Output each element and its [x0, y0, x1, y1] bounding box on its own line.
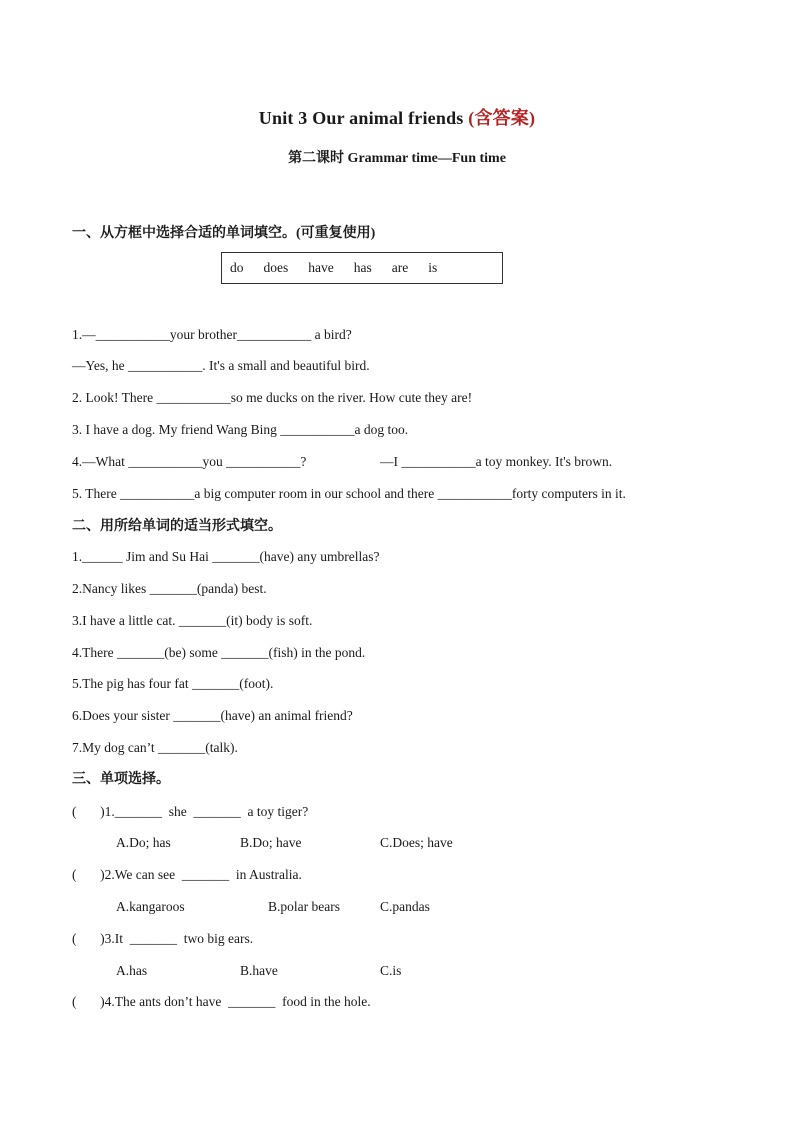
s2-question-line: 6.Does your sister _______(have) an animal friend? [72, 708, 353, 723]
word-bank-item: has [353, 260, 372, 275]
s2-question-line: 5.The pig has four fat _______(foot). [72, 676, 274, 691]
section2-heading: 二、用所给单词的适当形式填空。 [72, 519, 282, 534]
mc-option: B.Do; have [240, 835, 302, 850]
s2-question-line: 7.My dog can’t _______(talk). [72, 740, 238, 755]
mc-option: A.kangaroos [116, 899, 185, 914]
s1-question-line: 1.—___________your brother___________ a bird? [72, 327, 352, 342]
mc-option: A.has [116, 963, 148, 978]
title-main: Unit 3 Our animal friends [258, 108, 469, 128]
page-title [0, 104, 794, 130]
section1-heading: 一、从方框中选择合适的单词填空。(可重复使用) [72, 226, 376, 241]
title-answer-note: (含答案) [468, 108, 536, 128]
mc-option: B.have [240, 963, 278, 978]
s2-question-line: 3.I have a little cat. _______(it) body is soft. [72, 613, 313, 628]
mc-option: C.pandas [380, 899, 430, 914]
word-bank-item: are [391, 260, 409, 275]
mc-option: B.polar bears [268, 899, 340, 914]
mc-question-stem: ( )1._______ she _______ a toy tiger? [72, 804, 309, 819]
s1-question-line: 2. Look! There ___________so me ducks on the river. How cute they are! [72, 390, 473, 405]
mc-option: C.is [380, 963, 402, 978]
s2-question-line: 4.There _______(be) some _______(fish) in the pond. [72, 645, 366, 660]
page-subtitle: 第二课时 Grammar time—Fun time [288, 151, 506, 166]
s1-question-line: 5. There ___________a big computer room in our school and there ___________forty computers in it. [72, 486, 626, 501]
word-bank-box [221, 252, 503, 284]
mc-question-stem: ( )4.The ants don’t have _______ food in the hole. [72, 994, 371, 1009]
s1-question-line: —I ___________a toy monkey. It's brown. [380, 454, 613, 469]
s2-question-line: 1.______ Jim and Su Hai _______(have) any umbrellas? [72, 549, 380, 564]
s2-question-line: 2.Nancy likes _______(panda) best. [72, 581, 267, 596]
mc-question-stem: ( )3.It _______ two big ears. [72, 931, 254, 946]
mc-question-stem: ( )2.We can see _______ in Australia. [72, 867, 302, 882]
s1-question-line: 4.—What ___________you ___________? [72, 454, 307, 469]
s1-question-line: 3. I have a dog. My friend Wang Bing ___________a dog too. [72, 422, 409, 437]
word-bank-item: does [263, 260, 289, 275]
word-bank-item: do [230, 260, 244, 275]
word-bank-item: have [308, 260, 334, 275]
mc-option: C.Does; have [380, 835, 453, 850]
word-bank-item: is [428, 260, 438, 275]
s1-question-line: —Yes, he ___________. It's a small and beautiful bird. [72, 358, 370, 373]
section3-heading: 三、单项选择。 [72, 772, 170, 787]
mc-option: A.Do; has [116, 835, 171, 850]
